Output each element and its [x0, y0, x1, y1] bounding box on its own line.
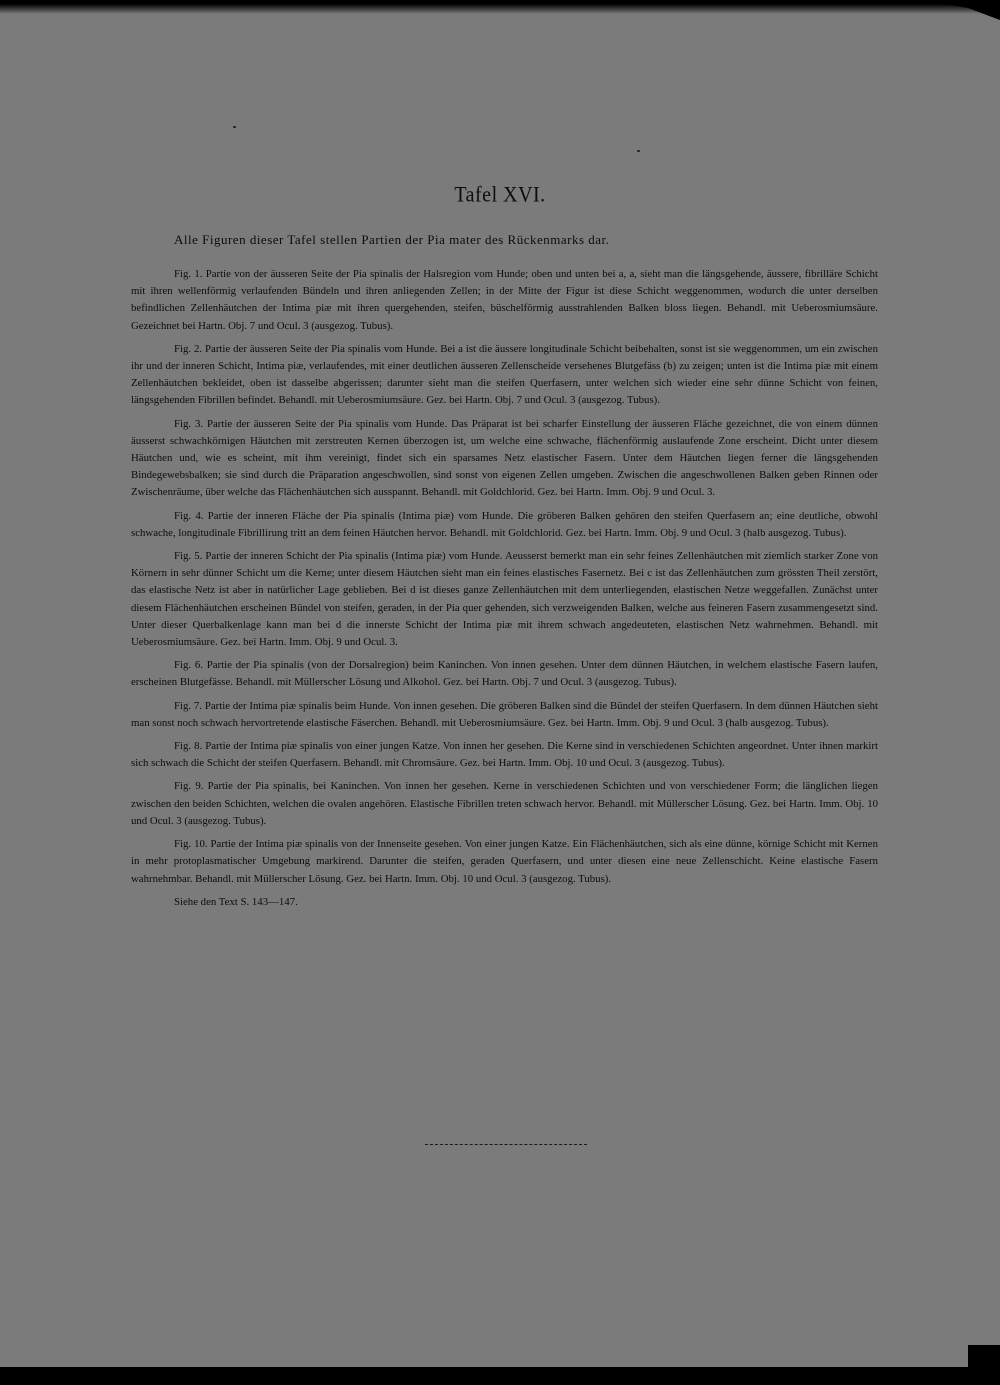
figure-caption-6: Fig. 6. Partie der Pia spinalis (von der Dorsalregion) beim Kaninchen. Von innen gesehen. Unter dem dünnen Häutchen, in welchem elastische Fasern laufen, erscheinen Blutgefässe. Behandl. mit Müllerscher Lösung und Alkohol. Gez. bei Hartn. Obj. 7 und Ocul. 3 (ausgezog. Tubus). — [131, 659, 878, 689]
figure-caption-2: Fig. 2. Partie der äusseren Seite der Pia spinalis vom Hunde. Bei a ist die äussere longitudinale Schicht beibehalten, sonst ist sie weggenommen, um ein zwischen ihr und der inneren Schicht, Intima piæ, verlaufendes, mit einer deutlichen äusseren Zellenscheide versehenes Blutgefäss (b) zu zeigen; unten ist die Intima piæ mit einem Zellenhäutchen bekleidet, oben ist dasselbe abgerissen; darunter sieht man die steifen Querfasern, unter welchen sich wieder eine sehr dünne Schicht von feinen, längsgehenden Fibrillen befindet. Behandl. mit Ueberosmiumsäure. Gez. bei Hartn. Obj. 7 und Ocul. 3 (ausgezog. Tubus). — [131, 342, 878, 407]
scan-speck — [637, 150, 640, 152]
figure-caption-5: Fig. 5. Partie der inneren Schicht der Pia spinalis (Intima piæ) vom Hunde. Aeusserst bemerkt man ein sehr feines Zellenhäutchen mit ziemlich starker Zone von Körnern in sehr dünner Schicht um die Kerne; unter diesem Häutchen sieht man ein feines elastisches Fasernetz. Bei c ist das Zellenhäutchen zum grössten Theil zerstört, das elastische Netz ist aber in natürlicher Lage geblieben. Bei d ist dieses ganze Zellenhäutchen mit dem unterliegenden, elastischen Netze weggefallen. Zunächst unter diesem Flächenhäutchen erscheinen Bündel von steifen, geraden, in der Pia quer gehenden, sich verzweigenden Balken, welche aus feineren Fasern zusammengesetzt sind. Unter dieser Querbalkenlage kann man bei d die innerste Schicht der Intima piæ mit ihrem schwach angedeuteten, elastischen Netz wahrnehmen. Behandl. mit Ueberosmiumsäure. Gez. bei Hartn. Imm. Obj. 9 und Ocul. 3. — [131, 550, 878, 649]
figure-caption-9: Fig. 9. Partie der Pia spinalis, bei Kaninchen. Von innen her gesehen. Kerne in verschiedenen Schichten und von verschiedener Form; die länglichen liegen zwischen den beiden Schichten, welchen die ovalen angehören. Elastische Fibrillen treten schwach hervor. Behandl. mit Müllerscher Lösung. Gez. bei Hartn. Imm. Obj. 10 und Ocul. 3 (ausgezog. Tubus). — [131, 780, 878, 827]
page-title: Tafel XVI. — [454, 182, 546, 208]
figure-caption-8: Fig. 8. Partie der Intima piæ spinalis von einer jungen Katze. Von innen her gesehen. Die Kerne sind in verschiedenen Schichten angeordnet. Unter ihnen markirt sich schwach die Schicht der steifen Querfasern. Behandl. mit Chromsäure. Gez. bei Hartn. Imm. Obj. 10 und Ocul. 3 (ausgezog. Tubus). — [131, 740, 878, 770]
scan-edge-top — [0, 0, 1000, 14]
figure-caption-3: Fig. 3. Partie der äusseren Seite der Pia spinalis vom Hunde. Das Präparat ist bei scharfer Einstellung der äusseren Fläche gezeichnet, die von einem dünnen äusserst schwachkörnigen Häutchen mit zerstreuten Kernen überzogen ist, um welche eine schwache, flächenförmig auslaufende Zone erscheint. Dicht unter diesem Häutchen und, wie es scheint, mit ihm vereinigt, findet sich ein sparsames Netz elastischer Fasern. Unter dem Häutchen liegen ferner die längsgehenden Bindegewebsbalken; sie sind durch die Präparation angeschwollen, sind sonst von eigenen Zellen umgeben. Zwischen die angeschwollenen Balken geben Rinnen oder Zwischenräume, über welche das Flächenhäutchen sich ausspannt. Behandl. mit Goldchlorid. Gez. bei Hartn. Imm. Obj. 9 und Ocul. 3. — [131, 417, 878, 499]
text-reference: Siehe den Text S. 143—147. — [174, 895, 298, 908]
scan-corner-bottom-right — [968, 1345, 1000, 1385]
figure-caption-7: Fig. 7. Partie der Intima piæ spinalis beim Hunde. Von innen gesehen. Die gröberen Balken sind die Bündel der steifen Querfasern. In dem dünnen Häutchen sieht man sonst noch schwach hervortretende elastische Fäserchen. Behandl. mit Ueberosmiumsäure. Gez. bei Hartn. Imm. Obj. 9 und Ocul. 3 (halb ausgezog. Tubus). — [131, 699, 878, 729]
figure-captions — [131, 266, 878, 922]
figure-caption-4: Fig. 4. Partie der inneren Fläche der Pia spinalis (Intima piæ) vom Hunde. Die gröberen Balken gehören den steifen Querfasern an; eine deutliche, obwohl schwache, longitudinale Fibrillirung tritt an dem feinen Häutchen hervor. Behandl. mit Goldchlorid. Gez. bei Hartn. Imm. Obj. 9 und Ocul. 3 (halb ausgezog. Tubus). — [131, 509, 878, 539]
figure-caption-1: Fig. 1. Partie von der äusseren Seite der Pia spinalis der Halsregion vom Hunde; oben und unten bei a, a, sieht man die längsgehende, äussere, fibrilläre Schicht mit ihren wellenförmig verlaufenden Bündeln und ihren anliegenden Zellen; in der Mitte der Figur ist diese Schicht weggenommen, wodurch die unter derselben befindlichen Zellenhäutchen der Intima piæ mit ihren quergehenden, steifen, büschelförmig ausstrahlenden Balken bloss liegen. Behandl. mit Ueberosmiumsäure. Gezeichnet bei Hartn. Obj. 7 und Ocul. 3 (ausgezog. Tubus). — [131, 268, 878, 332]
intro-line: Alle Figuren dieser Tafel stellen Partien der Pia mater des Rückenmarks dar. — [174, 232, 610, 247]
figure-caption-10: Fig. 10. Partie der Intima piæ spinalis von der Innenseite gesehen. Von einer jungen Katze. Ein Flächenhäutchen, sich als eine dünne, körnige Schicht mit Kernen in mehr protoplasmatischer Umgebung markirend. Darunter die steifen, geraden Querfasern, und unter diesen eine neue Zellenschicht. Keine elastische Fasern wahrnehmbar. Behandl. mit Müllerscher Lösung. Gez. bei Hartn. Imm. Obj. 10 und Ocul. 3 (ausgezog. Tubus). — [131, 838, 878, 885]
scan-speck — [233, 126, 236, 128]
closing-rule — [425, 1144, 587, 1146]
scan-edge-bottom — [0, 1367, 1000, 1385]
